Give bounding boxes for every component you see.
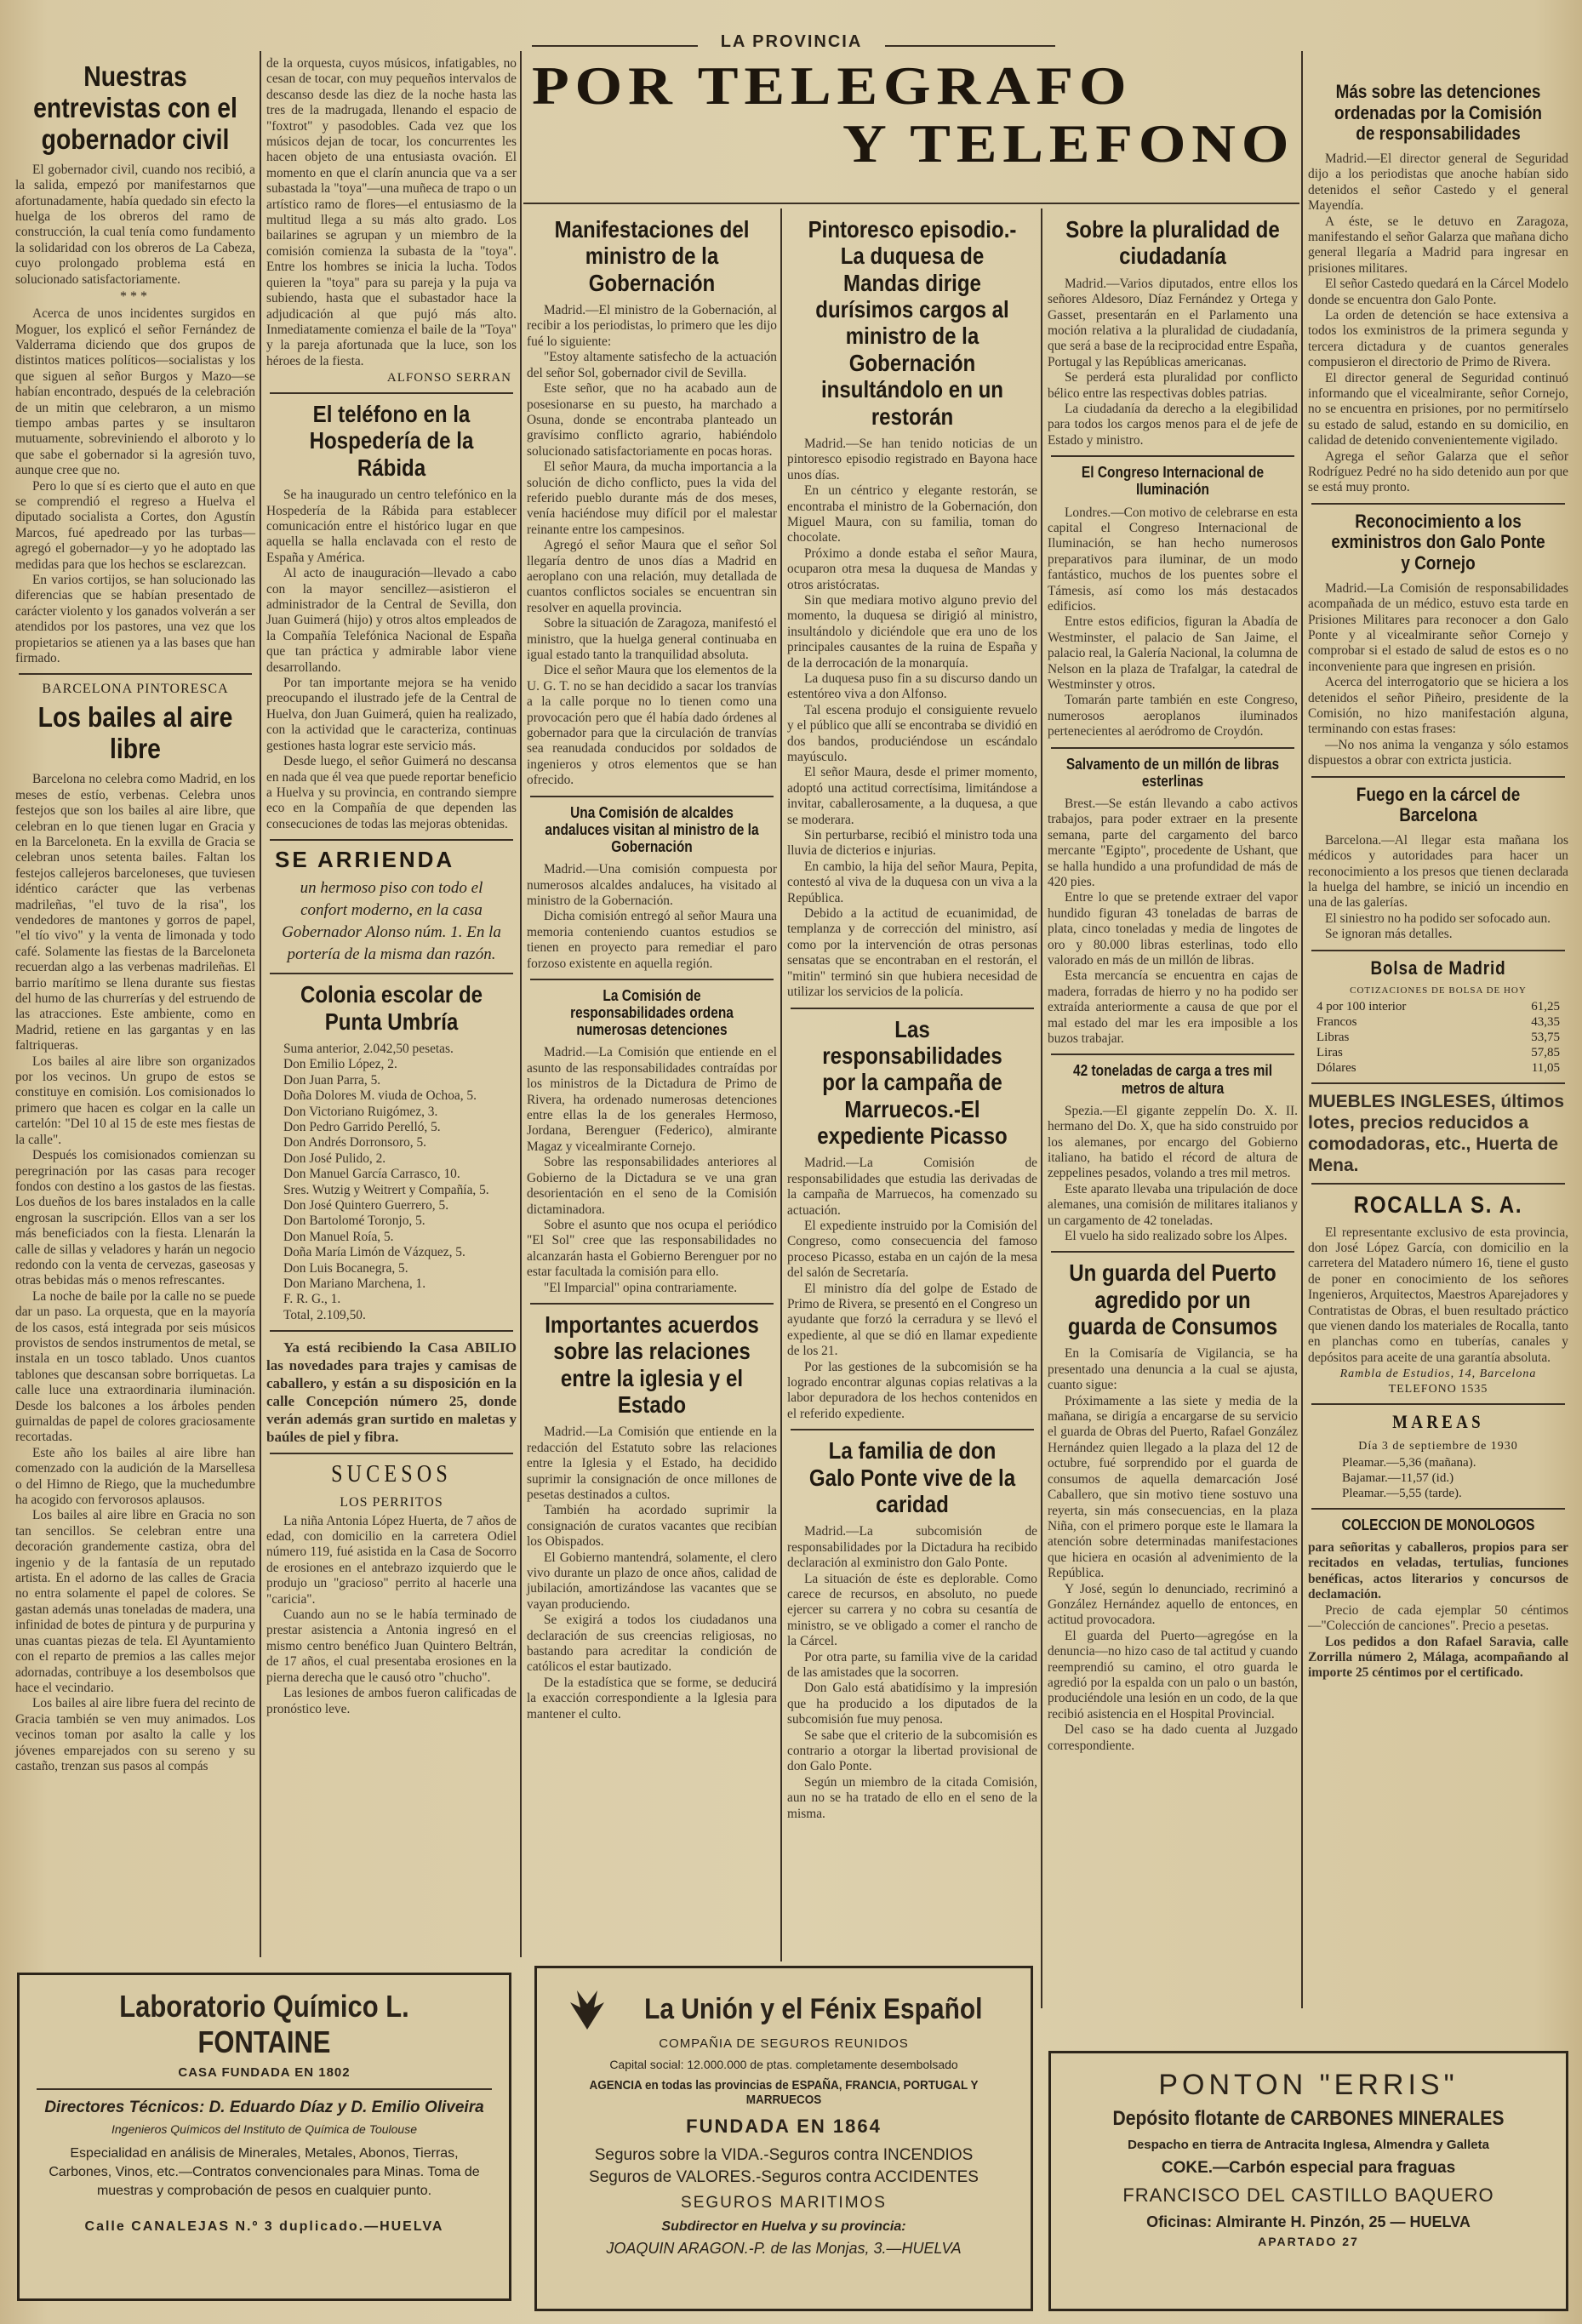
article-text: Próximo a donde estaba el señor Maura, ocuparon otra mesa la duquesa de Mandas y otros aristócratas.	[787, 545, 1037, 592]
article-text: El señor Castedo quedará en la Cárcel Modelo donde se encuentra don Galo Ponte.	[1308, 277, 1568, 307]
bolsa-title: Bolsa de Madrid	[1370, 956, 1506, 979]
article-text: A éste, se le detuvo en Zaragoza, manifestando el señor Galarza que mañana dicho general llegaría a Madrid para ingresar en prisiones militares.	[1308, 214, 1568, 276]
masthead: LA PROVINCIA	[720, 32, 863, 51]
masthead-rule-left	[532, 45, 698, 47]
fontaine-title: Laboratorio Químico L. FONTAINE	[119, 1989, 409, 2059]
divider	[791, 1008, 1034, 1009]
article-text: Madrid.—La Comisión que entiende en la redacción del Estatuto sobre las relaciones entre la Iglesia y el Estado, ha decidido suprimir la consignación de once millones de pesetas destinados a cultos.	[527, 1425, 777, 1503]
article-text: El ministro día del golpe de Estado de Primo de Rivera, se presentó en el Congreso un ayudante que forzó la cerradura y se llevó el expediente, al que se dió en llamar expediente de los 21.	[787, 1281, 1037, 1359]
article-text: Sobre las responsabilidades anteriores al Gobierno de la Dictadura se ve una gran desorientación en el seno de la Comisión dictaminadora.	[527, 1155, 777, 1217]
divider	[270, 1330, 513, 1332]
headline-manifestaciones: Manifestaciones del ministro de la Gobernación	[554, 216, 750, 296]
fenix-seguros-vida: Seguros sobre la VIDA.-Seguros contra INCENDIOS	[594, 2146, 974, 2164]
bolsa-row	[1308, 1060, 1568, 1076]
article-text: de la orquesta, cuyos músicos, infatigables, no cesan de tocar, con muy pequeños intervalos de descanso desde las diez de la noche hasta las tres de la madrugada, llenando el espacio de "foxtrot" y pasodobles. Cada vez que los músicos dejan de tocar, los concurrentes les hacen objeto de una entusiasta ovación. El momento en que el clarín anuncia que va a ser subastada la "toya"—una muñeca de trapo o un artístico ramo de flores—el entusiasmo de la multitud llega a su más alto grado. Los bailarines se agrupan y un miembro de la comisión comienza la subasta de la "toya". Entre los hombres se inicia la lucha. Todos quieren la "toya" para su pareja y la puja va subiendo, hasta que el subastador hace la adjudicación al que pujó más alto. Inmediatamente comienza el baile de la "Toya" y la pareja afortunada que la luce, son los héroes de la fiesta.	[266, 56, 517, 368]
column-5	[1048, 211, 1298, 2015]
byline: ALFONSO SERRAN	[386, 371, 511, 385]
donation-entry: Don Pedro Garrido Perelló, 5.	[283, 1120, 441, 1134]
article-text: Madrid.—La subcomisión de responsabilidades por la Dictadura ha recibido declaración al exministro don Galo Ponte.	[787, 1524, 1037, 1571]
article-text: El señor Maura, desde el primer momento, adoptó una actitud correctísima, limitándose a invitar, caballerosamente, a la duquesa, a que se moderara.	[787, 765, 1037, 827]
bolsa-row	[1308, 1045, 1568, 1060]
article-text: Por las gestiones de la subcomisión se ha logrado encontrar algunas copias relativas a la labor depuradora de los hechos contenidos en el referido expediente.	[787, 1359, 1037, 1421]
article-text: Se perderá esta pluralidad por conflicto bélico entre las respectivas dobles patrias.	[1048, 370, 1298, 401]
headline-zeppelin: 42 toneladas de carga a tres mil metros de altura	[1072, 1062, 1273, 1097]
article-text: Madrid.—Se han tenido noticias de un pintoresco episodio registrado en Bayona hace unos días.	[787, 436, 1037, 483]
headline-alcaldes: Una Comisión de alcaldes andaluces visitan al ministro de la Gobernación	[545, 803, 759, 855]
article-text: Dicha comisión entregó al señor Maura una memoria conteniendo cuantos estudios se tienen en proyecto para remediar el paro forzoso existente en aquella región.	[527, 909, 777, 971]
column-rule-4	[1041, 208, 1042, 2008]
headline-duquesa: Pintoresco episodio.-La duquesa de Mandas dirige durísimos cargos al ministro de la Gobernación insultándolo en un restorán	[808, 216, 1017, 430]
headline-galo-ponte: La familia de don Galo Ponte vive de la caridad	[808, 1437, 1016, 1517]
divider	[530, 1303, 774, 1305]
article-text: "Estoy altamente satisfecho de la actuación del señor Sol, gobernador civil de Sevilla.	[527, 350, 777, 380]
article-text: Según un miembro de la citada Comisión, aun no se ha tratado de ello en el seno de la misma.	[787, 1774, 1037, 1821]
column-rule-3	[780, 208, 782, 1961]
ad-ponton-erris	[1048, 2051, 1568, 2311]
article-text: Esta mercancía se encuentra en cajas de madera, forradas de hierro y no ha podido ser extraída anteriormente a causa de que por el mal estado del mar les era imposible a los buzos trabajar.	[1048, 968, 1298, 1046]
bolsa-item: 4 por 100 interior	[1316, 1000, 1407, 1014]
article-text: Por otra parte, su familia vive de la caridad de las amistades que la socorren.	[787, 1649, 1037, 1680]
headline-colonia-escolar: Colonia escolar de Punta Umbría	[300, 981, 483, 1035]
article-text: Los bailes al aire libre en Gracia no son tan sencillos. Se celebran entre una decoración grandemente castiza, obra del ingenio y de la fantasía de un reputado artista. En el adorno de las calles de Gracia no entra solamente el papel de colores. Se gastan además unas toneladas de madera, una infinidad de botes de pintura y de purpurina y unas cuantas piezas de tela. El Ayuntamiento con el reparto de premios a las calles mejor adornadas, contribuye a los desembolsos que hace el vecindario.	[15, 1508, 255, 1695]
sucesos-subheading: LOS PERRITOS	[340, 1494, 443, 1510]
fontaine-founded: CASA FUNDADA EN 1802	[178, 2065, 351, 2080]
article-text: Entre estos edificios, figuran la Abadía de Westminster, el palacio de San Jaime, el palacio real, la Galería Nacional, la columna de Nelson en la plaza de Trafalgar, la catedral de Westminster y otros.	[1048, 614, 1298, 692]
donation-list	[266, 1042, 517, 1323]
donation-entry: Don Bartolomé Toronjo, 5.	[283, 1213, 425, 1229]
donation-entry: Don José Pulido, 2.	[283, 1151, 386, 1166]
divider	[1311, 1508, 1565, 1510]
divider	[1051, 747, 1294, 749]
ad-fontaine	[17, 1973, 511, 2301]
bolsa-item: Libras	[1316, 1031, 1350, 1045]
bolsa-subtitle: COTIZACIONES DE BOLSA DE HOY	[1350, 985, 1527, 996]
bolsa-value: 43,35	[1531, 1015, 1560, 1030]
divider	[1311, 1082, 1565, 1084]
divider	[19, 673, 252, 675]
article-text: La noche de baile por la calle no se puede dar un paso. La orquesta, que en la mayoría de los casos, está integrada por seis músicos provistos de sendos instrumentos de metal, se instala en un tosco tablado. Unos cuantos tablones que descansan sobre borriquetas. La calle luce una extraordinaria iluminación. Desde los balcones a los árboles penden guirnaldas de papel de colores graciosamente recortadas.	[15, 1288, 255, 1445]
ponton-title: PONTON "ERRIS"	[1158, 2069, 1459, 2101]
mareas-entry: Bajamar.—11,57 (id.)	[1342, 1470, 1454, 1485]
bolsa-item: Liras	[1316, 1046, 1343, 1060]
monologos-title: COLECCION DE MONOLOGOS	[1341, 1516, 1535, 1533]
headline-comision-detenciones: La Comisión de responsabilidades ordena numerosas detenciones	[570, 986, 734, 1039]
ad-muebles: MUEBLES INGLESES, últimos lotes, precios reducidos a comodadoras, etc., Huerta de Mena.	[1308, 1092, 1565, 1176]
column-6	[1308, 77, 1568, 2013]
article-text: El guarda del Puerto—agregóse en la denuncia—no hizo caso de tal actitud y cuando reemprendió su camino, el otro guarda le agredió por la espalda con un palo o un bastón, produciéndole una lesión en un codo, de la que recibió asistencia en el Hospital Provincial.	[1048, 1628, 1298, 1722]
article-text: La orden de detención se hace extensiva a todos los exministros de la primera segunda y tercera dictadura y de cuantos generales compusieron el directorio de Primo de Rivera.	[1308, 307, 1568, 370]
donation-entry: Doña María Limón de Vázquez, 5.	[283, 1245, 465, 1260]
article-text: Los bailes al aire libre son organizados por los vecinos. Un grupo de estos se constituye en comisión. Los comisionados lo primero que hacen es colgar en la calle un cartelón: "Del 10 al 15 de este mes fiestas de la calle".	[15, 1054, 255, 1147]
fenix-seguros-maritimos: SEGUROS MARITIMOS	[681, 2194, 887, 2212]
bolsa-row	[1308, 999, 1568, 1014]
donation-entry: Don Luis Bocanegra, 5.	[283, 1260, 408, 1276]
rocalla-text: El representante exclusivo de esta provincia, don José López García, con domicilio en la carretera del Matadero número 16, tiene el gusto de poner en conocimiento de los señores Ingenieros, Arquitectos, Maestros Aparejadores y Contratistas de Obras, el buen resultado práctico que vienen dando los materiales de Rocalla, tanto en planchas como en tuberías, canales y depósitos para aceite de una garantía absoluta.	[1308, 1225, 1568, 1365]
banner-bottom-rule	[523, 203, 1299, 204]
divider	[270, 392, 513, 394]
mareas-list	[1308, 1455, 1568, 1501]
fontaine-specialty: Especialidad en análisis de Minerales, Metales, Abonos, Tierras, Carbones, Vinos, etc.—Contratos convencionales para Minas. Toma de muestras y comprobación de pesos en cualquier punto.	[49, 2146, 480, 2198]
fenix-seguros-valores: Seguros de VALORES.-Seguros contra ACCIDENTES	[589, 2168, 979, 2186]
article-text: También ha acordado suprimir la consignación de curatos vacantes que recibían los Obispados.	[527, 1503, 777, 1550]
headline-reconocimiento: Reconocimiento a los exministros don Galo Ponte y Cornejo	[1331, 510, 1545, 574]
fenix-founded: FUNDADA EN 1864	[686, 2116, 882, 2137]
article-text: Este año los bailes al aire libre han comenzado con la audición de la Marsellesa o del Himno de Riego, que la muchedumbre ha acogido con fervorosos aplausos.	[15, 1445, 255, 1508]
article-text: Se sabe que el criterio de la subcomisión es contrario a otorgar la libertad provisional de don Galo Ponte.	[787, 1727, 1037, 1774]
article-text: Agregó el señor Maura que el señor Sol llegaría dentro de unos días a Madrid en aeroplano con una relación, muy detallada de cuantos conflictos sociales se encuentran sin resolver en aquella provincia.	[527, 538, 777, 615]
article-text: La situación de éste es deplorable. Como carece de recursos, en absoluto, no puede ejercer su carrera y no cobra su cesantía de ministro, se ve obligado a comer el rancho de la Cárcel.	[787, 1571, 1037, 1649]
bolsa-item: Dólares	[1316, 1061, 1356, 1076]
fenix-subdirector: JOAQUIN ARAGON.-P. de las Monjas, 3.—HUELVA	[606, 2240, 962, 2257]
column-2	[266, 56, 517, 1958]
article-text: Dice el señor Maura que los elementos de la U. G. T. no se han decidido a sacar los tranvías a la calle porque no lo tienen como una provocación pero que él había dado órdenes al gobernador para que la circulación de tranvías sea reanudada conducidos por soldados de ingenieros y otros elementos que se han ofrecido.	[527, 663, 777, 788]
article-text: Sobre el asunto que nos ocupa el periódico "El Sol" cree que las responsabilidades no alcanzarán hasta el Gobierno Berenguer por no estar facultada la comisión para ello.	[527, 1217, 777, 1280]
monologos-order: Los pedidos a don Rafael Saravia, calle Zorrilla número 2, Málaga, acompañando al importe 25 céntimos por el certificado.	[1308, 1634, 1568, 1681]
donation-entry: Don José Quintero Guerrero, 5.	[283, 1198, 449, 1213]
article-text: Barcelona no celebra como Madrid, en los meses de estío, verbenas. Celebra unos festejos que son los bailes al aire libre, que celebran en lo que tienen lugar en Gracia y en la Barceloneta. En la exvilla de Gracia se celebran unos setenta bailes. Faltan los festejos callejeros barceloneses, que tuviesen idéntico carácter que las verbenas madrileñas, "el tuvo de la risa", los vendedores de mantones y gorros de papel, "el tío vivo" y la venta de limonada y todo café. Solamente las fiestas de la Barceloneta recuerdan algo a las verbenas madrileñas. El barrio marítimo se llena durante sus fiestas del humo de las churrerías y del estruendo de las atracciones. Este ambiente, como en Madrid, retiene en las gargantas y en las faltriqueras.	[15, 772, 255, 1054]
article-text: En un céntrico y elegante restorán, se encontraba el ministro de la Gobernación, don Miguel Maura, con su familia, toman do chocolate.	[787, 483, 1037, 545]
article-text: Pero lo que sí es cierto que el auto en que se comprendió el regreso a Huelva el diputado socialista a Cortes, don Agustín Marcos, fué apedreado por las turbas—agregó el gobernador—y yo he adoptado las medidas para que los hechos se esclarezcan.	[15, 478, 255, 572]
divider	[791, 1429, 1034, 1430]
headline-ciudadania: Sobre la pluralidad de ciudadanía	[1065, 216, 1280, 270]
ponton-despacho: Despacho en tierra de Antracita Inglesa, Almendra y Galleta	[1128, 2138, 1489, 2152]
separator-stars: ***	[120, 289, 151, 305]
article-text: Agrega el señor Galarza que el señor Rodríguez Pedré no ha sido detenido aun por que se está muy pronto.	[1308, 448, 1568, 495]
article-text: Sin perturbarse, recibió el ministro toda una lluvia de dicterios e injurias.	[787, 828, 1037, 859]
donation-entry: Don Manuel García Carrasco, 10.	[283, 1167, 460, 1182]
article-text: En varios cortijos, se han solucionado las diferencias que se habían presentado de carácter violento y los ganados volverán a ser atendidos por los pastores, una vez que los propietarios se atienen ya a las bases que han firmado.	[15, 573, 255, 666]
article-text: El expediente instruido por la Comisión del Congreso, como consecuencia del famoso proceso Picasso, estaba en un cajón de la mesa del salón de Secretaría.	[787, 1218, 1037, 1281]
column-4	[787, 211, 1037, 1821]
divider	[1311, 776, 1565, 778]
article-text: Madrid.—Varios diputados, entre ellos los señores Aldesoro, Díaz Fernández y Ortega y Gasset, presentarán en el Parlamento una moción relativa a la pluralidad de ciudadanía, que será a base de la reciprocidad entre España, Portugal y las Repúblicas americanas.	[1048, 276, 1298, 369]
bolsa-value: 61,25	[1531, 1000, 1560, 1014]
article-text: Tomarán parte también en este Congreso, numerosos aeroplanos iluminados pertenecientes al aeródromo de Croydón.	[1048, 693, 1298, 739]
fenix-subdirector-label: Subdirector en Huelva y su provincia:	[661, 2219, 906, 2234]
banner-line-2: Y TELEFONO	[842, 113, 1295, 174]
divider	[530, 979, 774, 980]
article-text: Al acto de inauguración—llevado a cabo con la mayor sencillez—asistieron el administrador de la Central de Sevilla, don Juan Guimerá (hijo) y otros altos empleados de la Compañía Telefónica Nacional de España que tan práctica y admirable labor viene desarrollando.	[266, 566, 517, 675]
mareas-date: Día 3 de septiembre de 1930	[1358, 1439, 1518, 1453]
divider	[270, 1453, 513, 1454]
divider	[1051, 455, 1294, 457]
fontaine-rule	[37, 2088, 492, 2090]
article-text: Acerca de unos incidentes surgidos en Moguer, los explicó el señor Fernández de Valderrama diciendo que dos grupos de distintos matices políticos—socialistas y los que siguen al señor Burgos y Mazo—se habían encontrado, después de la celebración de un mitin que celebraron, a un mismo tiempo ambas partes y se insultaron mutuamente, sobreviniendo el alboroto y lo que sabe el gobernador si la agresión tuvo, aunque cree que no.	[15, 306, 255, 478]
headline-telefono-rabida: El teléfono en la Hospedería de la Rábida	[309, 401, 474, 481]
article-text: Sin que mediara motivo alguno previo del momento, la duquesa se dirigió al ministro, insultándolo y diciéndole que era uno de los principales causantes de la ruina de España y de la derrocación de la monarquía.	[787, 592, 1037, 671]
column-rule-1	[260, 51, 261, 1957]
donation-entry: Suma anterior, 2.042,50 pesetas.	[283, 1041, 454, 1056]
donation-entry: Doña Dolores M. viuda de Ochoa, 5.	[283, 1088, 477, 1104]
article-text: Londres.—Con motivo de celebrarse en esta capital el Congreso Internacional de Iluminación, se han hecho numerosos preparativos para iluminar, de un modo fantástico, muchos de los puentes sobre el Támesis, así como los más destacados edificios.	[1048, 505, 1298, 614]
article-text: Madrid.—La Comisión de responsabilidades acompañada de un médico, estuvo esta tarde en Prisiones Militares para reconocer a don Galo Ponte y al vicealmirante señor Cornejo y comprobar si el estado de salud de estos es o no inconveniente para que ingresen en prisión.	[1308, 580, 1568, 674]
ad-abilio: Ya está recibiendo la Casa ABILIO las novedades para trajes y camisas de caballero, y están a su disposición en la calle Concepción número 25, donde verán además gran surtido en maletas y baúles de piel y fibra.	[266, 1339, 517, 1446]
fontaine-engineers: Ingenieros Químicos del Instituto de Química de Toulouse	[111, 2122, 418, 2136]
article-text: En la Comisaría de Vigilancia, se ha presentado una denuncia a la cual se ajusta, cuanto sigue:	[1048, 1346, 1298, 1393]
column-rule-5	[1301, 51, 1303, 2008]
masthead-rule-right	[885, 45, 1055, 47]
donation-entry: Don Manuel Roía, 5.	[283, 1229, 394, 1244]
donation-entry: Don Emilio López, 2.	[283, 1057, 397, 1072]
article-text: Madrid.—Una comisión compuesta por numerosos alcaldes andaluces, ha visitado al ministro de la Gobernación.	[527, 862, 777, 908]
fenix-agency: AGENCIA en todas las provincias de ESPAÑA, FRANCIA, PORTUGAL Y MARRUECOS	[589, 2078, 979, 2107]
article-text: Las lesiones de ambos fueron calificadas de pronóstico leve.	[266, 1686, 517, 1716]
ponton-apartado: APARTADO 27	[1258, 2235, 1359, 2248]
bolsa-value: 57,85	[1531, 1046, 1560, 1060]
rocalla-title: ROCALLA S. A.	[1353, 1191, 1523, 1219]
article-text: Sobre la situación de Zaragoza, manifestó el ministro, que la huelga general continuaba en igual estado tanto la tranquilidad absoluta.	[527, 616, 777, 663]
article-text: Madrid.—La Comisión que entiende en el asunto de las responsabilidades contraídas por los ministros de la Dictadura de Primo de Rivera, ha ordenado numerosas detenciones entre ellas la de los generales Hermoso, Jordana, Berenguer (Federico), almirante Magaz y vicealmirante Cornejo.	[527, 1045, 777, 1154]
article-text: El señor Maura, da mucha importancia a la solución de dicho conflicto, pues la vida del referido pueblo durante más de dos meses, venía haciéndose muy difícil por el malestar reinante entre los campesinos.	[527, 460, 777, 537]
article-text: La niña Antonia López Huerta, de 7 años de edad, con domicilio en la carretera Odiel número 119, fué asistida en la Casa de Socorro de erosiones en el antebrazo izquierdo que le produjo un "gracioso" perrito al hacerle una "caricia".	[266, 1513, 517, 1607]
article-text: Después los comisionados comienzan su peregrinación por las casas para recoger fondos con destino a los gastos de las fiestas. Los dueños de los bares instalados en la calle engrosan la suscripción. Ellos van a ser los más beneficiados con la fiesta. Llenarán la calle de sillas y veladores y harán un negocio redondo con la venta de cervezas, gaseosas y otras bebidas más o menos refrescantes.	[15, 1148, 255, 1288]
donation-entry: Don Victoriano Ruigómez, 3.	[283, 1104, 438, 1119]
article-text: Acerca del interrogatorio que se hiciera a los detenidos el señor Piñeiro, presidente de la Comisión, no hizo manifestación alguna, terminando con estas frases:	[1308, 675, 1568, 737]
column-rule-2	[520, 51, 522, 1957]
article-text: "El Imparcial" opina contrariamente.	[544, 1280, 738, 1295]
article-text: Se ha inaugurado un centro telefónico en la Hospedería de la Rábida para establecer comunicación entre el histórico lugar en que aquella se halla enclavada con el resto de España y América.	[266, 488, 517, 565]
fontaine-address: Calle CANALEJAS N.º 3 duplicado.—HUELVA	[84, 2219, 444, 2234]
article-text: Brest.—Se están llevando a cabo activos trabajos, para poder extraer en la presente semana, parte del cargamento del barco mercante "Egipto", procedente de Ushant, que se halla hundido a una profundidad de más de 420 pies.	[1048, 796, 1298, 889]
ponton-deposito: Depósito flotante de CARBONES MINERALES	[1112, 2107, 1505, 2130]
divider	[1051, 1251, 1294, 1253]
article-text: Tal escena produjo el consiguiente revuelo y el público que allí se encontraba se dividió en dos bandos, produciéndose un escándalo mayúsculo.	[787, 702, 1037, 764]
bolsa-value: 53,75	[1531, 1031, 1560, 1045]
article-text: Próximamente a las siete y media de la mañana, se dirigía a encargarse de su servicio el guarda de Obras del Puerto, Rafael González Hernández quien llegado a la plaza del 12 de octubre, fué sorprendido por el guarda de consumos de aquella demarcación José Caballero, que sin motivo tiene sostuvo una reyerta, sin más consecuencias, en la plaza Niña, con el primero porque este le llamara la atención sobre determinadas manifestaciones que hiciera en ocasión al advenimiento de la República.	[1048, 1393, 1298, 1581]
article-text: La duquesa puso fin a su discurso dando un estentóreo viva a don Alfonso.	[787, 671, 1037, 702]
article-text: Madrid.—El director general de Seguridad dijo a los periodistas que anoche habían sido detenidos el señor Castedo y el general Mayendía.	[1308, 151, 1568, 214]
article-text: Barcelona.—Al llegar esta mañana los médicos y autoridades para hacer un reconocimiento a los presos que tienen declarada la huelga del hambre, se inició un incendio en una de las galerías.	[1308, 832, 1568, 911]
headline-marruecos: Las responsabilidades por la campaña de Marruecos.-El expediente Picasso	[817, 1015, 1008, 1149]
fenix-subtitle: COMPAÑIA DE SEGUROS REUNIDOS	[659, 2036, 909, 2051]
divider	[1311, 503, 1565, 505]
divider	[270, 839, 513, 841]
headline-fuego-carcel: Fuego en la cárcel de Barcelona	[1356, 783, 1521, 826]
donation-entry: Sres. Wutzig y Weitrert y Compañía, 5.	[283, 1182, 489, 1197]
article-text: Entre lo que se pretende extraer del vapor hundido figuran 43 toneladas de barras de plata, cinco toneladas y media de lingotes de oro y 80.000 libras esterlinas, todo ello valorado en más de un millón de libras.	[1048, 890, 1298, 968]
headline-mas-detenciones: Más sobre las detenciones ordenadas por la Comisión de responsabilidades	[1334, 81, 1542, 145]
donation-entry: Don Juan Parra, 5.	[283, 1072, 381, 1088]
bolsa-item: Francos	[1316, 1015, 1357, 1030]
article-text: Este señor, que no ha acabado aun de posesionarse en su puesto, ha marchado a Osuna, donde se encontraba planteado un gravísimo conflicto agrario, habiéndolo solucionado satisfactoriamente en pocas horas.	[527, 381, 777, 459]
article-text: El director general de Seguridad continuó informando que el vicealmirante, señor Cornejo, no se encuentra en prisiones, por no permitírselo su estado de salud, estando en su domicilio, en calidad de detenido convenientemente vigilado.	[1308, 370, 1568, 448]
article-text: De la estadística que se forme, se deducirá la exacción correspondiente a la Iglesia para mantener el culto.	[527, 1675, 777, 1722]
article-text: Se exigirá a todos los ciudadanos una declaración de sus creencias religiosas, no bastando para acreditar la condición de católicos el estar bautizado.	[527, 1613, 777, 1675]
ponton-coke: COKE.—Carbón especial para fraguas	[1161, 2159, 1456, 2177]
article-text: El vuelo ha sido realizado sobre los Alpes.	[1065, 1228, 1288, 1243]
article-text: Debido a la actitud de ecuanimidad, de templanza y de corrección del ministro, así como por la intervención de otras personas sensatas que se encontraban en el restorán, el "mitin" terminó sin que hubiera necesidad de utilizar los servicios de la policía.	[787, 906, 1037, 1000]
monologos-price: Precio de cada ejemplar 50 céntimos—"Colección de canciones". Precio a pesetas.	[1308, 1602, 1568, 1634]
section-label: BARCELONA PINTORESCA	[42, 682, 229, 697]
article-text: Madrid.—La Comisión de responsabilidades que estudia las derivadas de la campaña de Marruecos, ha comenzado su actuación.	[787, 1156, 1037, 1218]
donation-entry: Don Mariano Marchena, 1.	[283, 1276, 426, 1292]
mareas-title: MAREAS	[1392, 1411, 1484, 1433]
ponton-owner: FRANCISCO DEL CASTILLO BAQUERO	[1122, 2184, 1494, 2206]
headline-entrevistas: Nuestras entrevistas con el gobernador civil	[33, 60, 237, 155]
bolsa-row	[1308, 1014, 1568, 1030]
article-text: El siniestro no ha podido ser sofocado aun.	[1325, 911, 1551, 926]
divider	[270, 973, 513, 974]
article-text: Los bailes al aire libre fuera del recinto de Gracia también se ven muy animados. Los vecinos toman por asalto la calle y los jóvenes emparejados con su sereno y su castaño, trenzan sus pasos al compás	[15, 1696, 255, 1773]
bolsa-value: 11,05	[1531, 1061, 1560, 1076]
column-1	[15, 56, 255, 1962]
fenix-capital: Capital social: 12.000.000 de ptas. completamente desembolsado	[609, 2058, 958, 2071]
divider	[1311, 1183, 1565, 1185]
headline-bailes: Los bailes al aire libre	[37, 701, 233, 765]
article-text: Este aparato llevaba una tripulación de doce alemanes, una comisión de militares italianos y un cargamento de 42 toneladas.	[1048, 1181, 1298, 1228]
fenix-title: La Unión y el Fénix Español	[644, 1992, 983, 2025]
divider	[1311, 950, 1565, 951]
sucesos-heading: SUCESOS	[331, 1461, 452, 1488]
divider	[1051, 1054, 1294, 1055]
donation-entry: Don Andrés Dorronsoro, 5.	[283, 1135, 426, 1151]
fontaine-directors: Directores Técnicos: D. Eduardo Díaz y D. Emilio Oliveira	[44, 2098, 484, 2116]
article-text: Del caso se ha dado cuenta al Juzgado correspondiente.	[1048, 1722, 1298, 1753]
divider	[530, 796, 774, 797]
headline-iluminacion: El Congreso Internacional de Iluminación	[1081, 464, 1265, 499]
article-text: Spezia.—El gigante zeppelín Do. X. II. hermano del Do. X, que ha sido construido por los alemanes, por encargo del Gobierno italiano, ha batido el récord de altura de zeppelines pesados, volando a tres mil metros.	[1048, 1103, 1298, 1181]
article-text: Por tan importante mejora se ha venido preocupando el ilustrado jefe de la Central de Huelva, don Juan Guimerá, quien ha realizado, con la actividad que le caracteriza, continuas gestiones hasta lograr este servicio más.	[266, 676, 517, 753]
headline-iglesia-estado: Importantes acuerdos sobre las relaciones entre la iglesia y el Estado	[545, 1310, 759, 1419]
donation-entry: F. R. G., 1.	[283, 1292, 341, 1307]
ad-arrienda-title: SE ARRIENDA	[275, 847, 455, 873]
mareas-entry: Pleamar.—5,55 (tarde).	[1342, 1486, 1462, 1500]
article-text: El Gobierno mantendrá, solamente, el clero vivo durante un plazo de once años, calidad de jubilación, amortizándose las vacantes que se vayan produciendo.	[527, 1550, 777, 1612]
article-text: Madrid.—El ministro de la Gobernación, al recibir a los periodistas, lo primero que les dijo fué lo siguiente:	[527, 303, 777, 349]
article-text: La ciudadanía da derecho a la elegibilidad para todos los cargos menos para el de jefe de Estado y ministro.	[1048, 401, 1298, 448]
divider	[1311, 1403, 1565, 1405]
column-3	[527, 211, 777, 1802]
monologos-text: para señoritas y caballeros, propios para ser recitados en veladas, tertulias, funciones benéficas, actos literarios y concursos de declamación.	[1308, 1540, 1568, 1602]
article-text: Cuando aun no se le había terminado de prestar asistencia a Antonia ingresó en el mismo centro benéfico Juan Quintero Beltrán, de 17 años, el cual presentaba erosiones en la pierna derecha que le causó otro "chucho".	[266, 1607, 517, 1685]
ponton-address: Oficinas: Almirante H. Pinzón, 25 — HUELVA	[1146, 2213, 1471, 2230]
article-text: El gobernador civil, cuando nos recibió, a la salida, empezó por manifestarnos que afortunadamente, había quedado sin efecto la huelga de los obreros del ramo de construcción, la cual tenía como fundamento la solidaridad con los obreros de La Cabeza, cuyo prolongado problema está en solucionado satisfactoriamente.	[15, 162, 255, 287]
phoenix-emblem-icon	[562, 1985, 613, 2033]
article-text: Don Galo está abatidísimo y la impresión que ha producido a los diputados de la subcomisión fue muy penosa.	[787, 1681, 1037, 1727]
article-text: —No nos anima la venganza y sólo estamos dispuestos a obrar con extricta justicia.	[1308, 737, 1568, 768]
rocalla-address: Rambla de Estudios, 14, Barcelona	[1339, 1368, 1537, 1381]
ad-arrienda-text: un hermoso piso con todo el confort moderno, en la casa Gobernador Alonso núm. 1. En la portería de la misma dan razón.	[282, 879, 501, 964]
rocalla-phone: TELEFONO 1535	[1388, 1383, 1488, 1396]
article-text: Se ignoran más detalles.	[1325, 927, 1453, 942]
bolsa-row	[1308, 1030, 1568, 1045]
headline-guarda-puerto: Un guarda del Puerto agredido por un guarda de Consumos	[1067, 1259, 1278, 1340]
article-text: Y José, según lo denunciado, recriminó a González Hernández aquello de entonces, en actitud provocadora.	[1048, 1581, 1298, 1628]
article-text: En cambio, la hija del señor Maura, Pepita, contestó al viva de la duquesa con un viva a la República.	[787, 859, 1037, 905]
mareas-entry: Pleamar.—5,36 (mañana).	[1342, 1455, 1476, 1470]
banner-line-1: POR TELEGRAFO	[532, 55, 1133, 116]
ad-union-fenix	[534, 1966, 1033, 2311]
article-text: Desde luego, el señor Guimerá no descansa en nada que él vea que puede reportar beneficio a Huelva y su provincia, en contrando siempre eco en la Compañía de que dependen las consecuciones de todas las mejoras obtenidas.	[266, 754, 517, 831]
headline-salvamento: Salvamento de un millón de libras esterlinas	[1065, 755, 1280, 790]
bolsa-table	[1308, 999, 1568, 1076]
donation-entry: Total, 2.109,50.	[283, 1307, 366, 1322]
